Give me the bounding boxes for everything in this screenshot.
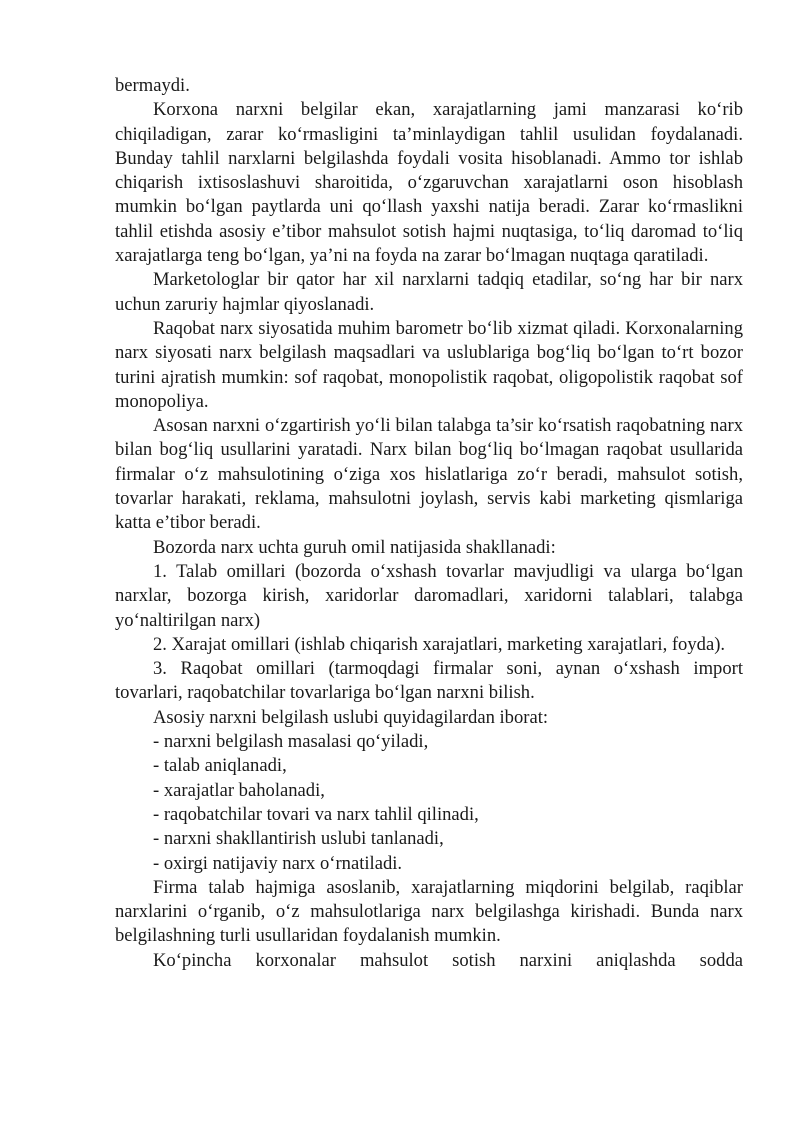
list-item-cost-factors: 2. Xarajat omillari (ishlab chiqarish xarajatlari, marketing xarajatlari, foyda). xyxy=(153,633,726,655)
paragraph-marketologists: Marketologlar bir qator har xil narxlarni tadqiq etadilar, so‘ng har bir narx uchun zaruriy hajmlar qiyoslanadi. xyxy=(115,269,743,315)
list-item-step-4: - raqobatchilar tovari va narx tahlil qilinadi, xyxy=(153,803,479,825)
list-item-demand-factors: 1. Talab omillari (bozorda o‘xshash tovarlar mavjudligi va ularga bo‘lgan narxlar, bozorga kirish, xaridorlar daromadlari, xaridorni talablari, talabga yo‘naltirilgan narx) xyxy=(115,560,743,631)
paragraph-price-competition: Asosan narxni o‘zgartirish yo‘li bilan talabga ta’sir ko‘rsatish raqobatning narx bilan bog‘liq usullarini yaratadi. Narx bilan bog‘liq bo‘lmagan raqobat usullarida firmalar o‘z mahsulotining o‘ziga xos hislatlariga zo‘r beradi, mahsulot sotish, tovarlar harakati, reklama, mahsulotni joylash, servis kabi marketing qismlariga katta e’tibor beradi. xyxy=(115,415,743,534)
document-page xyxy=(115,74,743,973)
paragraph-break-even-analysis: Korxona narxni belgilar ekan, xarajatlarning jami manzarasi ko‘rib chiqiladigan, zarar ko‘rmasligini ta’minlaydigan tahlil usulidan foydalanadi. Bunday tahlil narxlarni belgilashda foydali vosita hisoblanadi. Ammo tor ishlab chiqarish ixtisoslashuvi sharoitida, o‘zgaruvchan xarajatlarni oson hisoblash mumkin bo‘lgan paytlarda uni qo‘llash yaxshi natija beradi. Zarar ko‘rmaslikni tahlil etishda asosiy e’tibor mahsulot sotish hajmi nuqtasiga, to‘liq daromad to‘liq xarajatlarga teng bo‘lgan, ya’ni na foyda na zarar bo‘lmagan nuqtaga qaratiladi. xyxy=(115,99,743,267)
list-item-step-1: - narxni belgilash masalasi qo‘yiladi, xyxy=(153,731,429,753)
list-item-competition-factors: 3. Raqobat omillari (tarmoqdagi firmalar soni, aynan o‘xshash import tovarlari, raqobatchilar tovarlariga bo‘lgan narxni bilish. xyxy=(115,658,743,704)
list-item-step-2: - talab aniqlanadi, xyxy=(153,755,287,777)
paragraph-three-factors: Bozorda narx uchta guruh omil natijasida shakllanadi: xyxy=(153,536,556,558)
paragraph-pricing-method: Asosiy narxni belgilash uslubi quyidagilardan iborat: xyxy=(153,706,549,728)
list-item-step-6: - oxirgi natijaviy narx o‘rnatiladi. xyxy=(153,852,403,874)
paragraph-continuation: bermaydi. xyxy=(115,75,190,96)
paragraph-truncated: Ko‘pincha korxonalar mahsulot sotish narxini aniqlashda sodda xyxy=(153,949,743,971)
list-item-step-3: - xarajatlar baholanadi, xyxy=(153,779,325,801)
paragraph-firm-pricing: Firma talab hajmiga asoslanib, xarajatlarning miqdorini belgilab, raqiblar narxlarini o‘rganib, o‘z mahsulotlariga narx belgilashga kirishadi. Bunda narx belgilashning turli usullaridan foydalanish mumkin. xyxy=(115,876,743,947)
paragraph-competition: Raqobat narx siyosatida muhim barometr bo‘lib xizmat qiladi. Korxonalarning narx siyosati narx belgilash maqsadlari va uslublariga bog‘liq bo‘lgan to‘rt bozor turini ajratish mumkin: sof raqobat, monopolistik raqobat, oligopolistik raqobat sof monopoliya. xyxy=(115,317,743,412)
list-item-step-5: - narxni shakllantirish uslubi tanlanadi, xyxy=(153,828,444,850)
